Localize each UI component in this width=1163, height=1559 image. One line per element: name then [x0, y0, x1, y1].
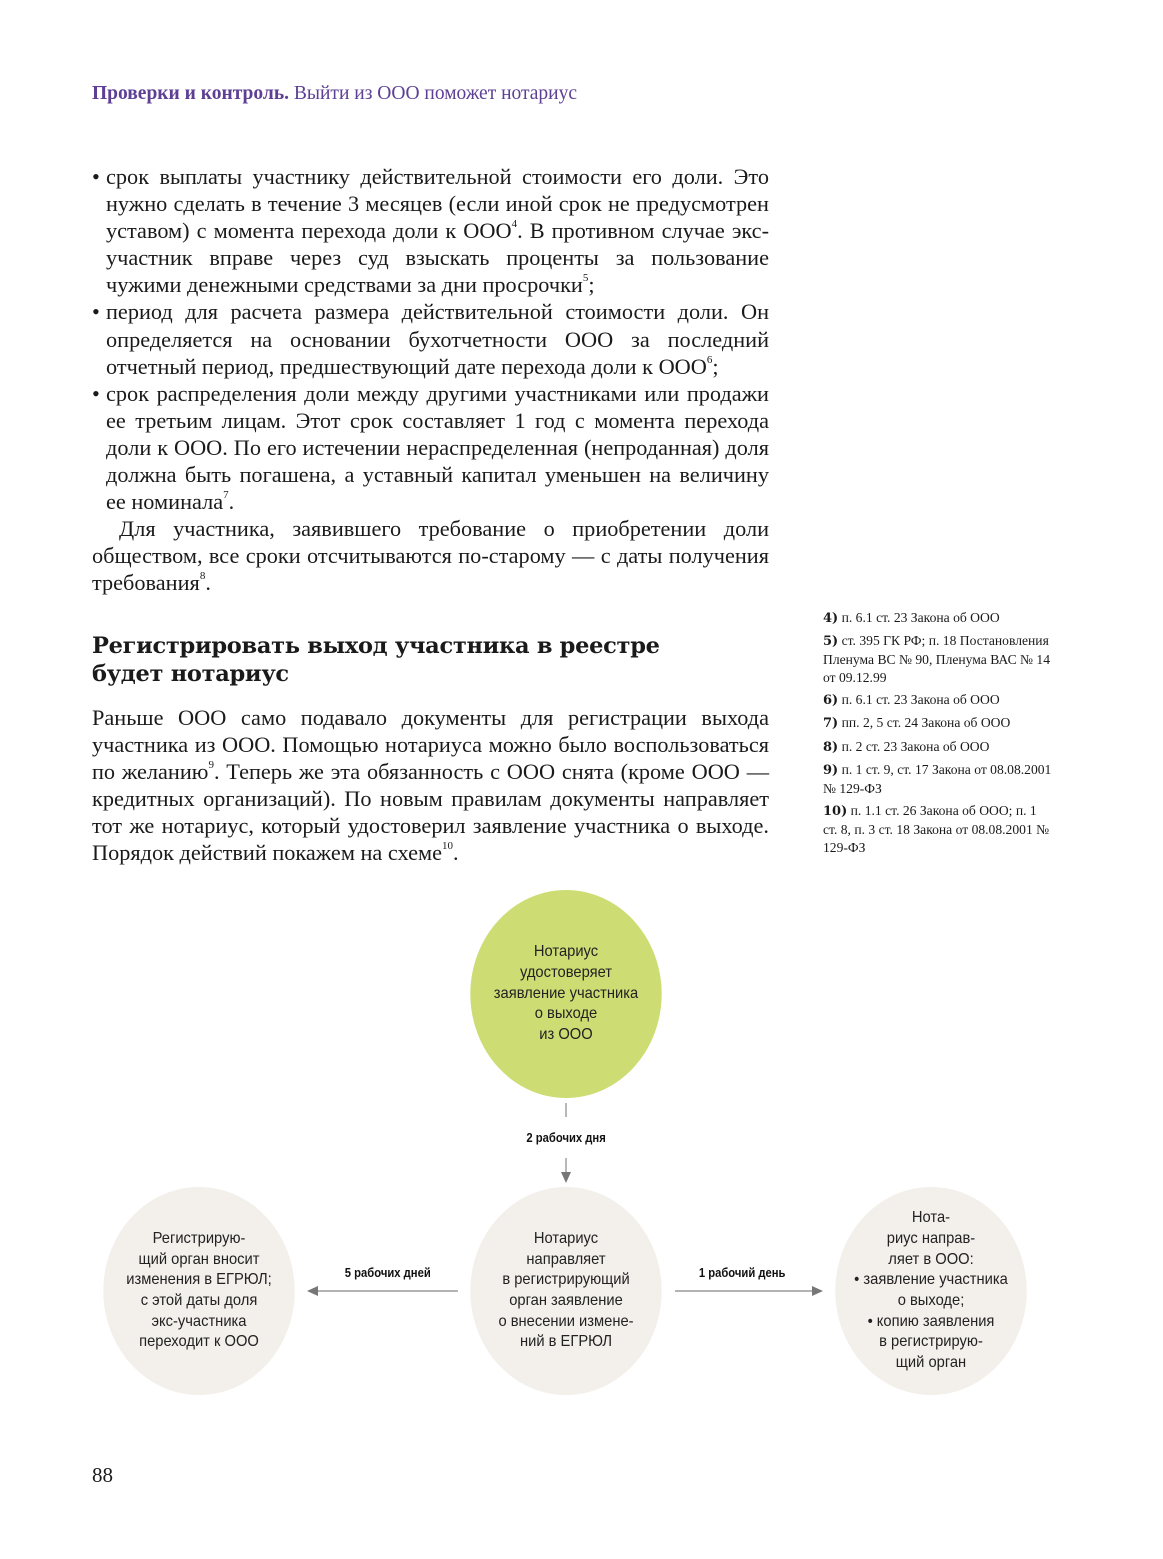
footnote-text: п. 6.1 ст. 23 Закона об ООО [841, 692, 1000, 708]
text-run: ; [588, 272, 595, 298]
page-number: 88 [92, 1463, 113, 1487]
step-text: Нотариус направляет в регистрирующий орган заявление о внесении измене- ний в ЕГРЮЛ [498, 1229, 634, 1351]
arrowhead-down [561, 1172, 571, 1183]
footnote-ref: 7 [223, 489, 229, 502]
text-run: . Теперь же эта обязанность с ООО снята (кроме ООО — кредитных организаций). По новым правилам документы направляет тот же нотариус, который удостоверил заявление участника о выходе. Порядок действий покажем на схеме [92, 759, 769, 866]
footnote-ref: 6 [706, 353, 713, 366]
text-run: ; [712, 353, 719, 379]
footnote-number: 6) [823, 693, 839, 709]
footnote-number: 7) [823, 716, 839, 732]
text-run: Раньше ООО само подавало документы для регистрации выхода участника из ООО. Помощью нотариуса можно было воспользоваться по желанию [92, 705, 769, 785]
label-2-days: 2 рабочих дня [526, 1131, 606, 1145]
text-run: . В противном случае экс-участник вправе через суд взыскать проценты за пользование чужими денежными средствами за дни просрочки [106, 218, 770, 298]
footnote-text: п. 1 ст. 9, ст. 17 Закона от 08.08.2001 № 129-ФЗ [823, 762, 1052, 796]
arrowhead-right [812, 1286, 823, 1296]
footnote-number: 10) [823, 804, 848, 820]
footnote-text: ст. 395 ГК РФ; п. 18 Постановления Пленума ВС № 90, Пленума ВАС № 14 от 09.12.99 [823, 633, 1051, 685]
step-text: Регистрирую- щий орган вносит изменения в ЕГРЮЛ; с этой даты доля экс-участника переходит к ООО [126, 1229, 272, 1351]
step-text: Нотариус удостоверяет заявление участника о выходе из ООО [493, 943, 639, 1044]
footnote-number: 8) [823, 739, 839, 755]
text-run: период для расчета размера действительной стоимости доли. Он определяется на основании бухотчетности ООО за последний отчетный период, предшествующий дате перехода доли к ООО [106, 299, 769, 379]
footnote-number: 5) [823, 634, 839, 650]
step-registrar-updates [103, 1187, 294, 1395]
footnote-text: п. 2 ст. 23 Закона об ООО [841, 738, 990, 754]
step-text: Нота- риус направ- ляет в ООО: • заявление участника о выходе; • копию заявления в регистрирую- щий орган [854, 1209, 1008, 1372]
footnote-ref: 9 [208, 759, 214, 772]
text-run: срок выплаты участнику действительной стоимости его доли. Это нужно сделать в течение 3 месяцев (если иной срок не предусмотрен уставом) с момента перехода доли к ООО [106, 164, 769, 244]
footnote-text: п. 6.1 ст. 23 Закона об ООО [841, 610, 1000, 625]
text-run: срок распределения доли между другими участниками или продажи ее третьим лицам. Этот срок составляет 1 год с момента перехода доли к ООО. По его истечении нераспределенная (непроданная) доля должна быть погашена, а уставный капитал уменьшен на величину ее номинала [106, 380, 769, 515]
footnote-ref: 8 [199, 570, 206, 583]
text-run: . [453, 840, 459, 866]
label-5-days: 5 рабочих дней [344, 1266, 431, 1280]
step-notary-sends-to-llc [835, 1187, 1026, 1395]
label-1-day: 1 рабочий день [698, 1266, 786, 1280]
footnote-text: пп. 2, 5 ст. 24 Закона об ООО [841, 715, 1011, 731]
text-run: . [205, 570, 211, 596]
step-notary-certifies [470, 890, 661, 1098]
section-name: Проверки и контроль. [92, 83, 290, 104]
footnote-number: 4) [823, 611, 839, 626]
article-title: Выйти из ООО поможет нотариус [293, 83, 578, 104]
footnote-number: 9) [823, 763, 839, 779]
text-run: Для участника, заявившего требование о приобретении доли обществом, все сроки отсчитываются по-старому — с даты получения требования [92, 516, 769, 596]
step-notary-sends-to-registrar [470, 1187, 661, 1395]
footnote-ref: 4 [511, 218, 518, 231]
arrowhead-left [307, 1286, 318, 1296]
footnote-ref: 10 [442, 840, 453, 853]
section-heading: Регистрировать выход участника в реестре будет нотариус [92, 633, 660, 687]
footnote-text: п. 1.1 ст. 26 Закона об ООО; п. 1 ст. 8, п. 3 ст. 18 Закона от 08.08.2001 № 129-ФЗ [823, 803, 1050, 855]
footnote-ref: 5 [582, 272, 589, 285]
text-run: . [228, 489, 235, 515]
